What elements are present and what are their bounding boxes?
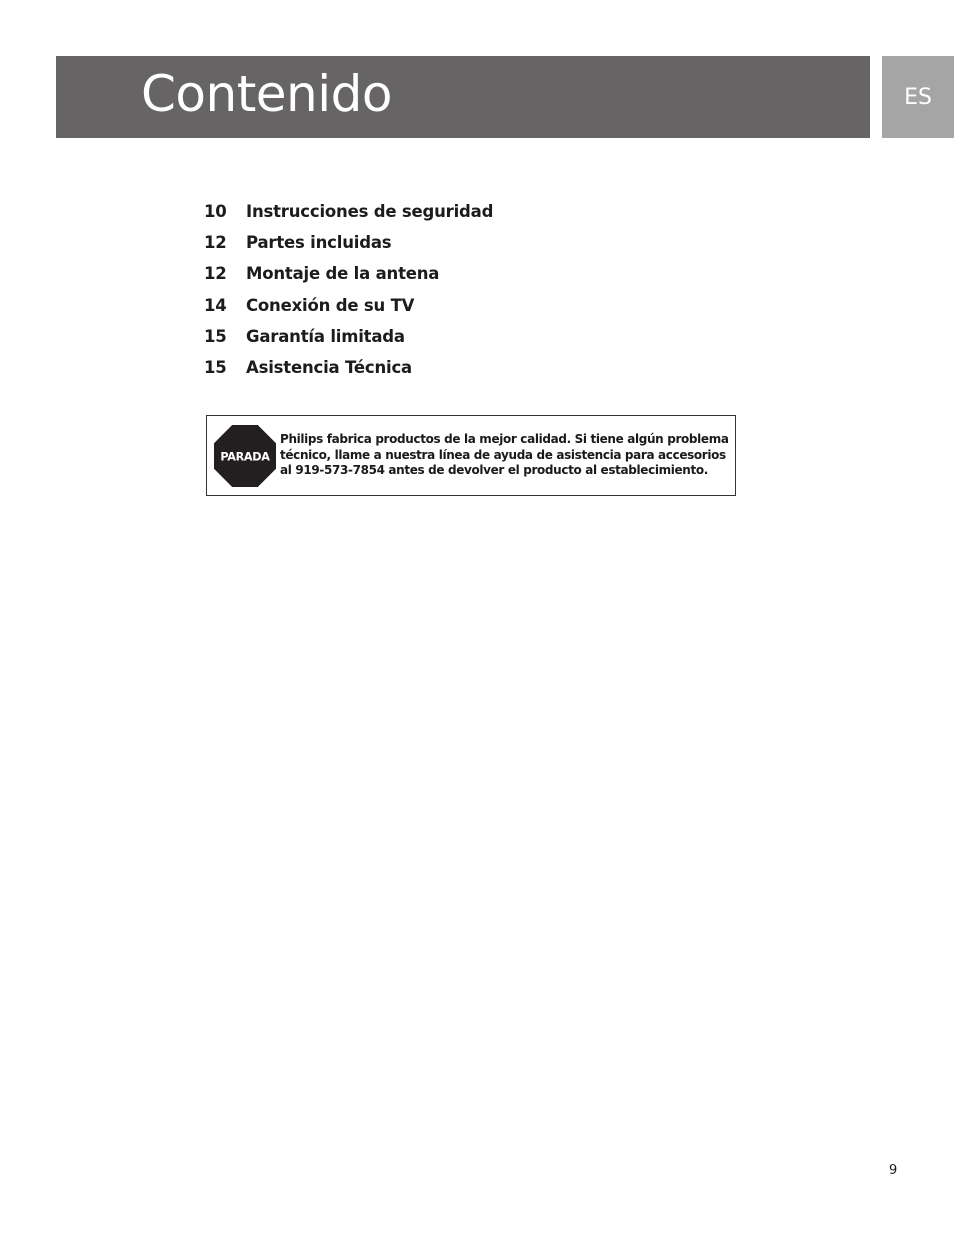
toc-page-number: 12 [204,264,227,284]
table-of-contents [204,196,493,383]
notice-line: técnico, llame a nuestra línea de ayuda de asistencia para accesorios [280,447,726,462]
page-title: Contenido [141,65,392,123]
toc-page-number: 15 [204,358,227,378]
toc-label: Partes incluidas [246,233,392,253]
toc-page-number: 10 [204,202,227,222]
toc-label: Montaje de la antena [246,264,440,284]
toc-label: Asistencia Técnica [246,358,412,378]
toc-entry[interactable] [204,227,493,258]
toc-entry[interactable] [204,196,493,227]
toc-label: Instrucciones de seguridad [246,202,494,222]
language-tab: ES [882,56,954,138]
title-bar [56,56,870,138]
notice-line: Philips fabrica productos de la mejor calidad. Si tiene algún problema [280,432,729,446]
toc-page-number: 14 [204,295,227,315]
support-notice-box [206,415,736,496]
toc-entry[interactable] [204,352,493,383]
toc-page-number: 15 [204,326,227,346]
toc-label: Conexión de su TV [246,295,415,315]
toc-label: Garantía limitada [246,326,405,346]
toc-entry[interactable] [204,321,493,352]
toc-entry[interactable] [204,258,493,289]
page-number: 9 [889,1163,898,1178]
stop-sign-label: PARADA [220,450,270,464]
notice-text [280,432,740,479]
toc-page-number: 12 [204,233,227,253]
toc-entry[interactable] [204,290,493,321]
stop-sign-icon [214,425,276,487]
notice-line: al 919-573-7854 antes de devolver el producto al establecimiento. [280,463,708,477]
